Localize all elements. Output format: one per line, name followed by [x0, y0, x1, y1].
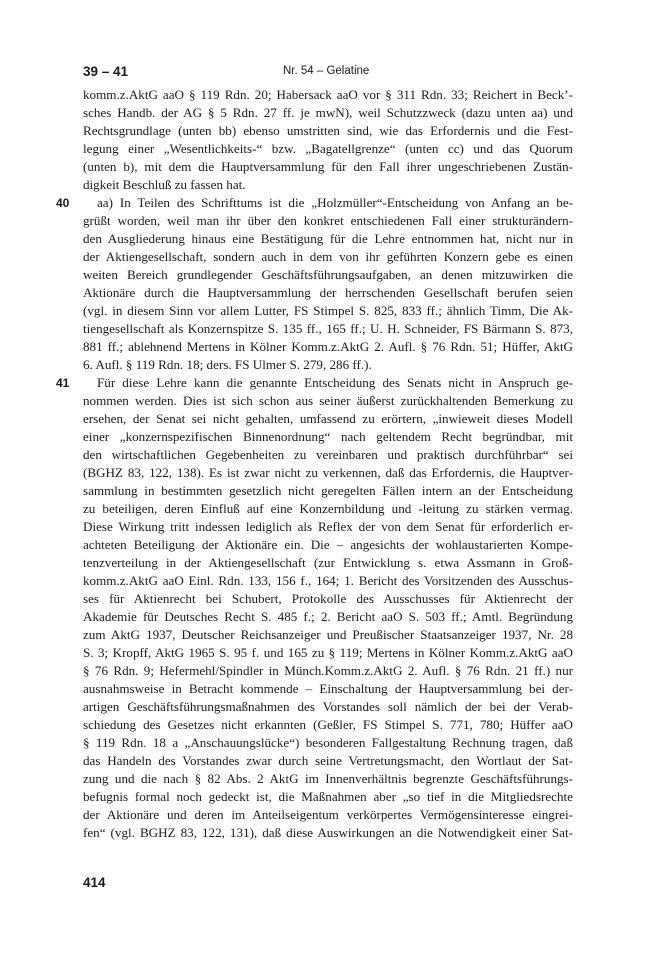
text-line: komm.z.AktG aaO § 119 Rdn. 20; Habersack aaO vor § 311 Rdn. 33; Reichert in Beck’- — [83, 87, 573, 102]
text-line: Diese Wirkung tritt indessen lediglich als Reflex der von dem Senat für erforderlich er- — [83, 519, 573, 534]
text-line: Aktionäre durch die Hauptversammlung der herrschenden Gesellschaft berufen seien — [83, 285, 573, 300]
text-line: achteten Beteiligung der Aktionäre ein. Die – angesichts der wohlaustarierten Kompe- — [83, 537, 573, 552]
text-line: komm.z.AktG aaO Einl. Rdn. 133, 156 f., 164; 1. Bericht des Vorsitzenden des Ausschus- — [83, 573, 573, 588]
text-line: § 119 Rdn. 18 a „Anschauungslücke“) besonderen Fallgestaltung Rechnung tragen, daß — [83, 735, 573, 750]
text-line: nommen werden. Dies ist sich schon aus seiner äußerst zurückhaltenden Bemerkung zu — [83, 393, 573, 408]
text-line: (vgl. in diesem Sinn vor allem Lutter, FS Stimpel S. 825, 833 ff.; ähnlich Timm, Die Ak- — [83, 303, 573, 318]
text-line: S. 3; Kropff, AktG 1965 S. 95 f. und 165 zu § 119; Mertens in Kölner Komm.z.AktG aaO — [83, 645, 573, 660]
text-line: einer „konzernspezifischen Binnenordnung“ nach geltendem Recht begründbar, mit — [83, 429, 573, 444]
text-line: zum AktG 1937, Deutscher Reichsanzeiger und Preußischer Staatsanzeiger 1937, Nr. 28 — [83, 627, 573, 642]
text-line: tenzverteilung in der Aktiengesellschaft (zur Entwicklung s. etwa Assmann in Groß- — [83, 555, 573, 570]
text-line: 6. Aufl. § 119 Rdn. 18; ders. FS Ulmer S. 279, 286 ff.). — [83, 357, 372, 372]
margin-number-41: 41 — [56, 376, 70, 390]
text-line: sches Handb. der AG § 5 Rdn. 27 ff. je mwN), weil Schutzzweck (dazu unten aa) und — [83, 105, 573, 120]
margin-number-range: 39 – 41 — [83, 64, 129, 79]
text-line: ses für Aktienrecht bei Schubert, Protokolle des Ausschusses für Aktienrecht der — [83, 591, 573, 606]
text-line: digkeit Beschluß zu fassen hat. — [83, 177, 246, 192]
text-line: ersehen, der Senat sei nicht gehalten, umfassend zu erörtern, „inwieweit dieses Modell — [83, 411, 573, 426]
page-number: 414 — [83, 875, 106, 890]
text-line: zu beteiligen, deren Einfluß auf eine Konzernbildung und -leitung zu stärken vermag. — [83, 501, 573, 516]
text-line: § 76 Rdn. 9; Hefermehl/Spindler in Münch.Komm.z.AktG 2. Aufl. § 76 Rdn. 21 ff.) nur — [83, 663, 573, 678]
text-line: 881 ff.; ablehnend Mertens in Kölner Komm.z.AktG 2. Aufl. § 76 Rdn. 51; Hüffer, AktG — [83, 339, 573, 354]
margin-number-40: 40 — [56, 196, 70, 210]
text-line: fen“ (vgl. BGHZ 83, 122, 131), daß diese Auswirkungen an die Notwendigkeit einer Sat- — [83, 825, 573, 840]
text-line: schiedung des Gesetzes nicht erkannten (Geßler, FS Stimpel S. 771, 780; Hüffer aaO — [83, 717, 573, 732]
text-line: sammlung in bestimmten gesetzlich nicht geregelten Fällen intern an der Entscheidung — [83, 483, 573, 498]
text-line: den Ausgliederung hinaus eine Bestätigung für die Lehre entnommen hat, nicht nur in — [83, 231, 573, 246]
text-line: (unten b), mit dem die Hauptversammlung für den Fall ihrer ungeschriebenen Zustän- — [83, 159, 573, 174]
text-line: zung und die nach § 82 Abs. 2 AktG im Innenverhältnis begrenzte Geschäftsführungs- — [83, 771, 573, 786]
running-title: Nr. 54 – Gelatine — [283, 65, 370, 77]
text-line: Akademie für Deutsches Recht S. 485 f.; 2. Bericht aaO S. 503 ff.; Amtl. Begründung — [83, 609, 573, 624]
text-line: aa) In Teilen des Schrifttums ist die „Holzmüller“-Entscheidung von Anfang an be- — [97, 195, 573, 210]
text-line: grüßt worden, weil man ihr über den konkret entschiedenen Fall einer strukturändern- — [83, 213, 573, 228]
running-header — [83, 64, 573, 80]
text-line: der Aktiengesellschaft, sondern auch in dem von ihr geführten Konzern gebe es einen — [83, 249, 573, 264]
text-line: tiengesellschaft als Konzernspitze S. 135 ff., 165 ff.; U. H. Schneider, FS Bärmann S. 873, — [83, 321, 573, 336]
text-line: (BGHZ 83, 122, 138). Es ist zwar nicht zu verkennen, daß das Erfordernis, die Hauptver- — [83, 465, 573, 480]
text-line: Rechtsgrundlage (unten bb) ebenso umstritten sind, wie das Erfordernis und die Fest- — [83, 123, 573, 138]
text-line: den wirtschaftlichen Gegebenheiten zu vereinbaren und praktisch durchführbar“ sei — [83, 447, 573, 462]
text-line: Für diese Lehre kann die genannte Entscheidung des Senats nicht in Anspruch ge- — [97, 375, 573, 390]
text-line: befugnis formal noch gedeckt ist, die Maßnahmen aber „so tief in die Mitgliedsrechte — [83, 789, 573, 804]
text-line: ausnahmsweise in Betracht kommende – Einschaltung der Hauptversammlung bei der- — [83, 681, 573, 696]
text-line: der Aktionäre und deren im Anteilseigentum verkörpertes Vermögensinteresse eingrei- — [83, 807, 573, 822]
text-line: legung einer „Wesentlichkeits-“ bzw. „Bagatellgrenze“ (unten cc) und das Quorum — [83, 141, 573, 156]
text-line: artigen Geschäftsführungsmaßnahmen des Vorstandes soll nämlich der bei der Verab- — [83, 699, 573, 714]
text-line: das Handeln des Vorstandes zwar durch seine Vertretungsmacht, den Wortlaut der Sat- — [83, 753, 573, 768]
text-line: weiten Bereich grundlegender Geschäftsführungsaufgaben, an denen mitzuwirken die — [83, 267, 573, 282]
